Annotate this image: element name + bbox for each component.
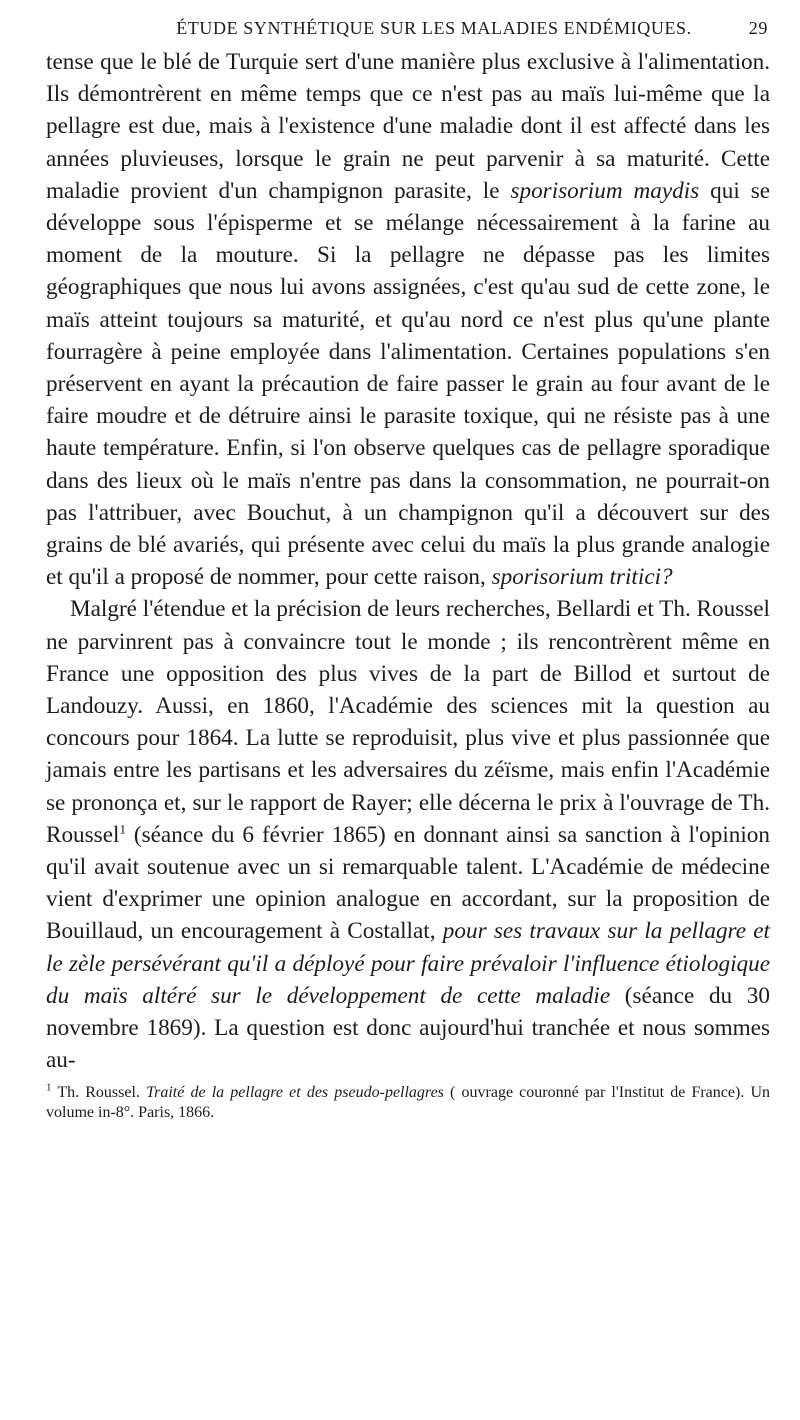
footnote-italic-title: Traité de la pellagre et des pseudo-pellagres	[146, 1083, 444, 1101]
paragraph-2-text-b: (séance du 6 février 1865) en donnant ainsi sa sanction à l'opinion qu'il avait soutenue avec un si remarquable talent. L'Académie de médecine vient d'exprimer une opinion analogue en accordant, sur la proposition de Bouillaud, un encouragement à Costallat,	[46, 821, 770, 945]
running-title: ÉTUDE SYNTHÉTIQUE SUR LES MALADIES ENDÉMIQUES.	[176, 18, 692, 38]
paragraph-1	[46, 46, 770, 593]
paragraph-2-italic-quotation: pour ses travaux sur la pellagre et le zèle persévérant qu'il a déployé pour faire prévaloir l'influence étiologique du maïs altéré sur le développement de cette maladie	[46, 918, 770, 1009]
paragraph-2-text-d: (séance du 30 novembre 1869). La question est donc aujourd'hui tranchée et nous sommes au-	[46, 982, 770, 1074]
page-number: 29	[748, 18, 768, 38]
paragraph-1-text-a: tense que le blé de Turquie sert d'une manière plus exclusive à l'alimentation. Ils démontrèrent en même temps que ce n'est pas au maïs lui-même que la pellagre est due, mais à l'existence d'une maladie dont il est affecté dans les années pluvieuses, lorsque le grain ne peut parvenir à sa maturité. Cette maladie provient d'un champignon parasite, le	[46, 49, 770, 204]
footnote	[46, 1083, 770, 1123]
paragraph-1-italic-sporisorium-maydis: sporisorium maydis	[510, 177, 700, 204]
footnote-text-a: Th. Roussel.	[51, 1083, 147, 1101]
body-text	[46, 46, 770, 1077]
footnote-mark: 1	[46, 1081, 52, 1094]
paragraph-1-text-c: qui se développe sous l'épisperme et se mélange nécessairement à la farine au moment de la mouture. Si la pellagre ne dépasse pas les limites géographiques que nous lui avons assignées, c'est qu'au sud de cette zone, le maïs atteint toujours sa maturité, et qu'au nord ce n'est plus qu'une plante fourragère à peine employée dans l'alimentation. Certaines populations s'en préservent en ayant la précaution de faire passer le grain au four avant de le faire moudre et de détruire ainsi le parasite toxique, qui ne résiste pas à une haute température. Enfin, si l'on observe quelques cas de pellagre sporadique dans des lieux où le maïs n'entre pas dans la consommation, ne pourrait-on pas l'attribuer, avec Bouchut, à un champignon qu'il a découvert sur des grains de blé avariés, qui présente avec celui du maïs la plus grande analogie et qu'il a proposé de nommer, pour cette raison,	[46, 177, 771, 591]
footnote-reference: 1	[119, 821, 126, 837]
paragraph-1-italic-sporisorium-tritici: sporisorium tritici?	[491, 564, 673, 591]
paragraph-2	[46, 593, 770, 1076]
footnote-text-c: ( ouvrage couronné par l'Institut de France). Un volume in-8°. Paris, 1866.	[46, 1083, 771, 1121]
paragraph-2-text-a: Malgré l'étendue et la précision de leurs recherches, Bellardi et Th. Roussel ne parvinrent pas à convaincre tout le monde ; ils rencontrèrent même en France une opposition des plus vives de la part de Billod et surtout de Landouzy. Aussi, en 1860, l'Académie des sciences mit la question au concours pour 1864. La lutte se reproduisit, plus vive et plus passionnée que jamais entre les partisans et les adversaires du zéïsme, mais enfin l'Académie se prononça et, sur le rapport de Rayer; elle décerna le prix à l'ouvrage de Th. Roussel	[46, 596, 770, 848]
running-head	[46, 18, 770, 46]
